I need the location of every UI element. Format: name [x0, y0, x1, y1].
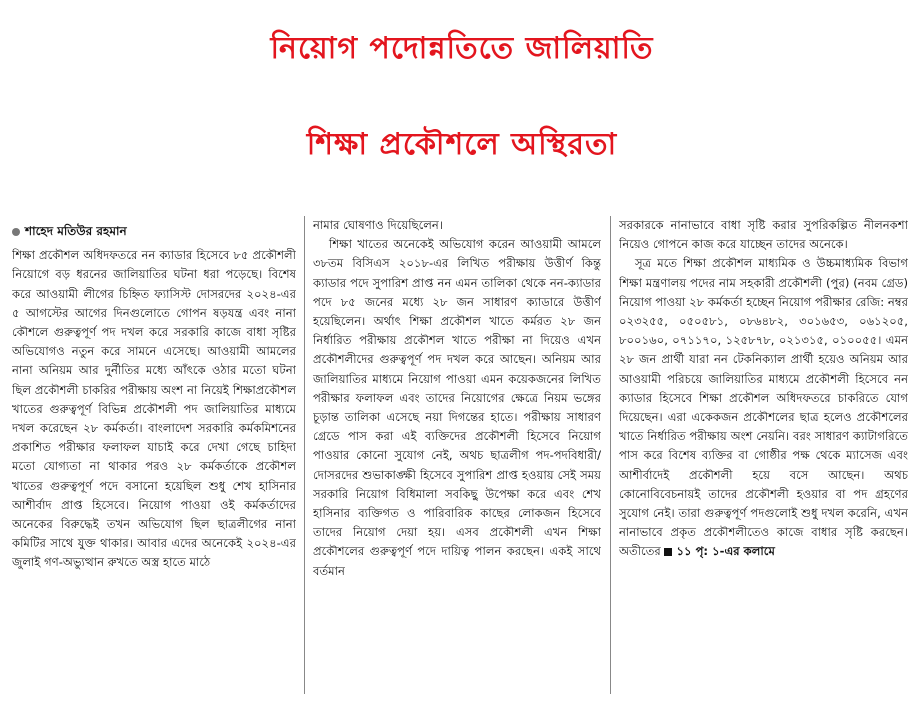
article-column-1	[12, 216, 296, 696]
column-1-text: শিক্ষা প্রকৌশল অধিদফতরে নন ক্যাডার হিসেবে ৮৫ প্রকৌশলী নিয়োগে বড় ধরনের জালিয়াতির ঘটনা ধরা পড়েছে। বিশেষ করে আওয়ামী লীগের চিহ্নিত ফ্যাসিস্ট দোসরদের ২০২৪-এর ৫ আগস্টের আগের দিনগুলোতে গোপন ষড়যন্ত্র এবং নানা কৌশলে গুরুত্বপূর্ণ পদ দখল করে সরকারি কাজে বাধা সৃষ্টির অভিযোগও নতুন করে সামনে এসেছে। আওয়ামী আমলের নানা অনিয়ম আর দুর্নীতির মধ্যে আঁৎকে ওঠার মতো ঘটনা ছিল প্রকৌশলী চাকরির পরীক্ষায় অংশ না নিয়েই শিক্ষাপ্রকৌশল খাতের গুরুত্বপূর্ণ বিভিন্ন প্রকৌশলী পদ জালিয়াতির মাধ্যমে দখল করেছেন ২৮ কর্মকর্তা। বাংলাদেশ সরকারি কর্মকমিশনের প্রকাশিত পরীক্ষার ফলাফল যাচাই করে দেখা গেছে চাহিদা মতো যোগ্যতা না থাকার পরও ২৮ কর্মকর্তাকে প্রকৌশল খাতের গুরুত্বপূর্ণ পদে বসানো হয়েছিল শুধু শেখ হাসিনার আশীর্বাদ প্রাপ্ত হিসেবে। নিয়োগ পাওয়া ওই কর্মকর্তাদের অনেকের বিরুদ্ধেই তখন অভিযোগ ছিল ছাত্রলীগের নানা কমিটির সাথে যুক্ত থাকার। আবার এদের অনেকেই ২০২৪-এর জুলাই গণ-অভ্যুত্থান রুখতে অস্ত্র হাতে মাঠে	[12, 248, 296, 570]
square-marker-icon	[664, 548, 672, 556]
column-3-paragraph-1: সরকারকে নানাভাবে বাধা সৃষ্টি করার সুপরিকল্পিত নীলনকশা নিয়েও গোপনে কাজ করে যাচ্ছেন তাদের অনেকে।	[619, 218, 908, 252]
column-3-paragraph-2-text: সূত্র মতে শিক্ষা প্রকৌশল মাধ্যমিক ও উচ্চমাধ্যমিক বিভাগ শিক্ষা মন্ত্রণালয় পদের নাম সহকারী প্রকৌশলী (পুর) (নবম গ্রেড) নিয়োগ পাওয়া ২৮ কর্মকর্তা হচ্ছেন নিয়োগ পরীক্ষার রেজি: নম্বর ০২৩২৫৫, ০৫০৫৮১, ০৮৬৪৮২, ৩০১৬৫৩, ০৬১২০৫, ৮০০১৬০, ০৭১১৭০, ১২৫৮৭৮, ০২১৩১৫, ০১০০৫৫। এমন ২৮ জন প্রার্থী যারা নন টেকনিক্যাল প্রার্থী হয়েও অনিয়ম আর আওয়ামী পরিচয়ে জালিয়াতির মাধ্যমে প্রকৌশলী হিসেবে নন ক্যাডার হিসেবে শিক্ষা প্রকৌশল অধিদফতরে চাকরিতে যোগ দিয়েছেন। এরা একেকজন প্রকৌশলের ছাত্র হলেও প্রকৌশলের খাতে নির্ধারিত পরীক্ষায় অংশ নেয়নি। বরং সাধারণ ক্যাটাগরিতে পাস করে বিশেষ ব্যক্তির বা গোষ্ঠীর পক্ষ থেকে ম্যাসেজ এবং আশীর্বাদেই প্রকৌশলী হয়ে বসে আছেন। অথচ কোনোবিবেচনায়ই তাদের প্রকৌশলী হওয়ার বা পদ গ্রহণের সুযোগ নেই। তারা গুরুত্বপূর্ণ পদগুলোই শুধু দখল করেনি, এখন নানাভাবে প্রকৃত প্রকৌশলীতেও কাজে বাধার সৃষ্টি করছেন। অতীতের	[619, 256, 908, 559]
headline-line-1: নিয়োগ পদোন্নতিতে জালিয়াতি	[270, 31, 654, 66]
bullet-icon	[12, 228, 20, 236]
article-column-2	[313, 216, 601, 696]
column-2-paragraph-1: নামার ঘোষণাও দিয়েছিলেন।	[313, 218, 443, 232]
headline-line-2: শিক্ষা প্রকৌশলে অস্থিরতা	[306, 127, 618, 162]
article-column-3	[619, 216, 908, 696]
continuation-text: ১১ পৃ: ১-এর কলামে	[676, 544, 775, 559]
column-divider	[610, 216, 611, 694]
continuation-note	[664, 544, 774, 558]
column-3-paragraph-2	[619, 254, 908, 561]
column-divider	[304, 216, 305, 694]
byline-author: শাহেদ মতিউর রহমান	[25, 224, 127, 238]
byline	[12, 222, 296, 241]
column-2-paragraph-2: শিক্ষা খাতের অনেকেই অভিযোগ করেন আওয়ামী আমলে ৩৮তম বিসিএস ২০১৮-এর লিখিত পরীক্ষায় উত্তীর্ণ কিন্তু ক্যাডার পদে সুপারিশ প্রাপ্ত নন এমন তালিকা থেকে নন-ক্যাডার পদে ৮৫ জনের মধ্যে ২৮ জন সাধারণ ক্যাডারে উত্তীর্ণ হয়েছিলেন। অর্থাৎ শিক্ষা প্রকৌশল খাতে কর্মরত ২৮ জন নির্ধারিত পরীক্ষায় প্রকৌশল খাতে পরীক্ষা না দিয়েও এখন প্রকৌশলীদের গুরুত্বপূর্ণ পদ দখল করে আছেন। অনিয়ম আর জালিয়াতির মাধ্যমে নিয়োগ পাওয়া এমন কয়েকজনের লিখিত পরীক্ষার ফলাফল এবং তাদের নিয়োগের ক্ষেত্রে নিয়ম ভঙ্গের চূড়ান্ত তালিকা এসেছে নয়া দিগন্তের হাতে। পরীক্ষায় সাধারণ গ্রেডে পাস করা এই ব্যক্তিদের প্রকৌশলী হিসেবে নিয়োগ পাওয়ার কোনো সুযোগ নেই, অথচ ছাত্রলীগ পদ-পদবিধারী/দোসরদের শুভাকাঙ্ক্ষী হিসেবে সুপারিশ প্রাপ্ত হওয়ায় সেই সময় সরকারি নিয়োগ বিধিমালা সবকিছু উপেক্ষা করে এবং শেখ হাসিনার ব্যক্তিগত ও পারিবারিক কাছের লোকজন হিসেবে তাদের নিয়োগ দেয়া হয়। এসব প্রকৌশলী এখন শিক্ষা প্রকৌশলের গুরুত্বপূর্ণ পদে দায়িত্ব পালন করছেন। একই সাথে বর্তমান	[313, 237, 601, 578]
